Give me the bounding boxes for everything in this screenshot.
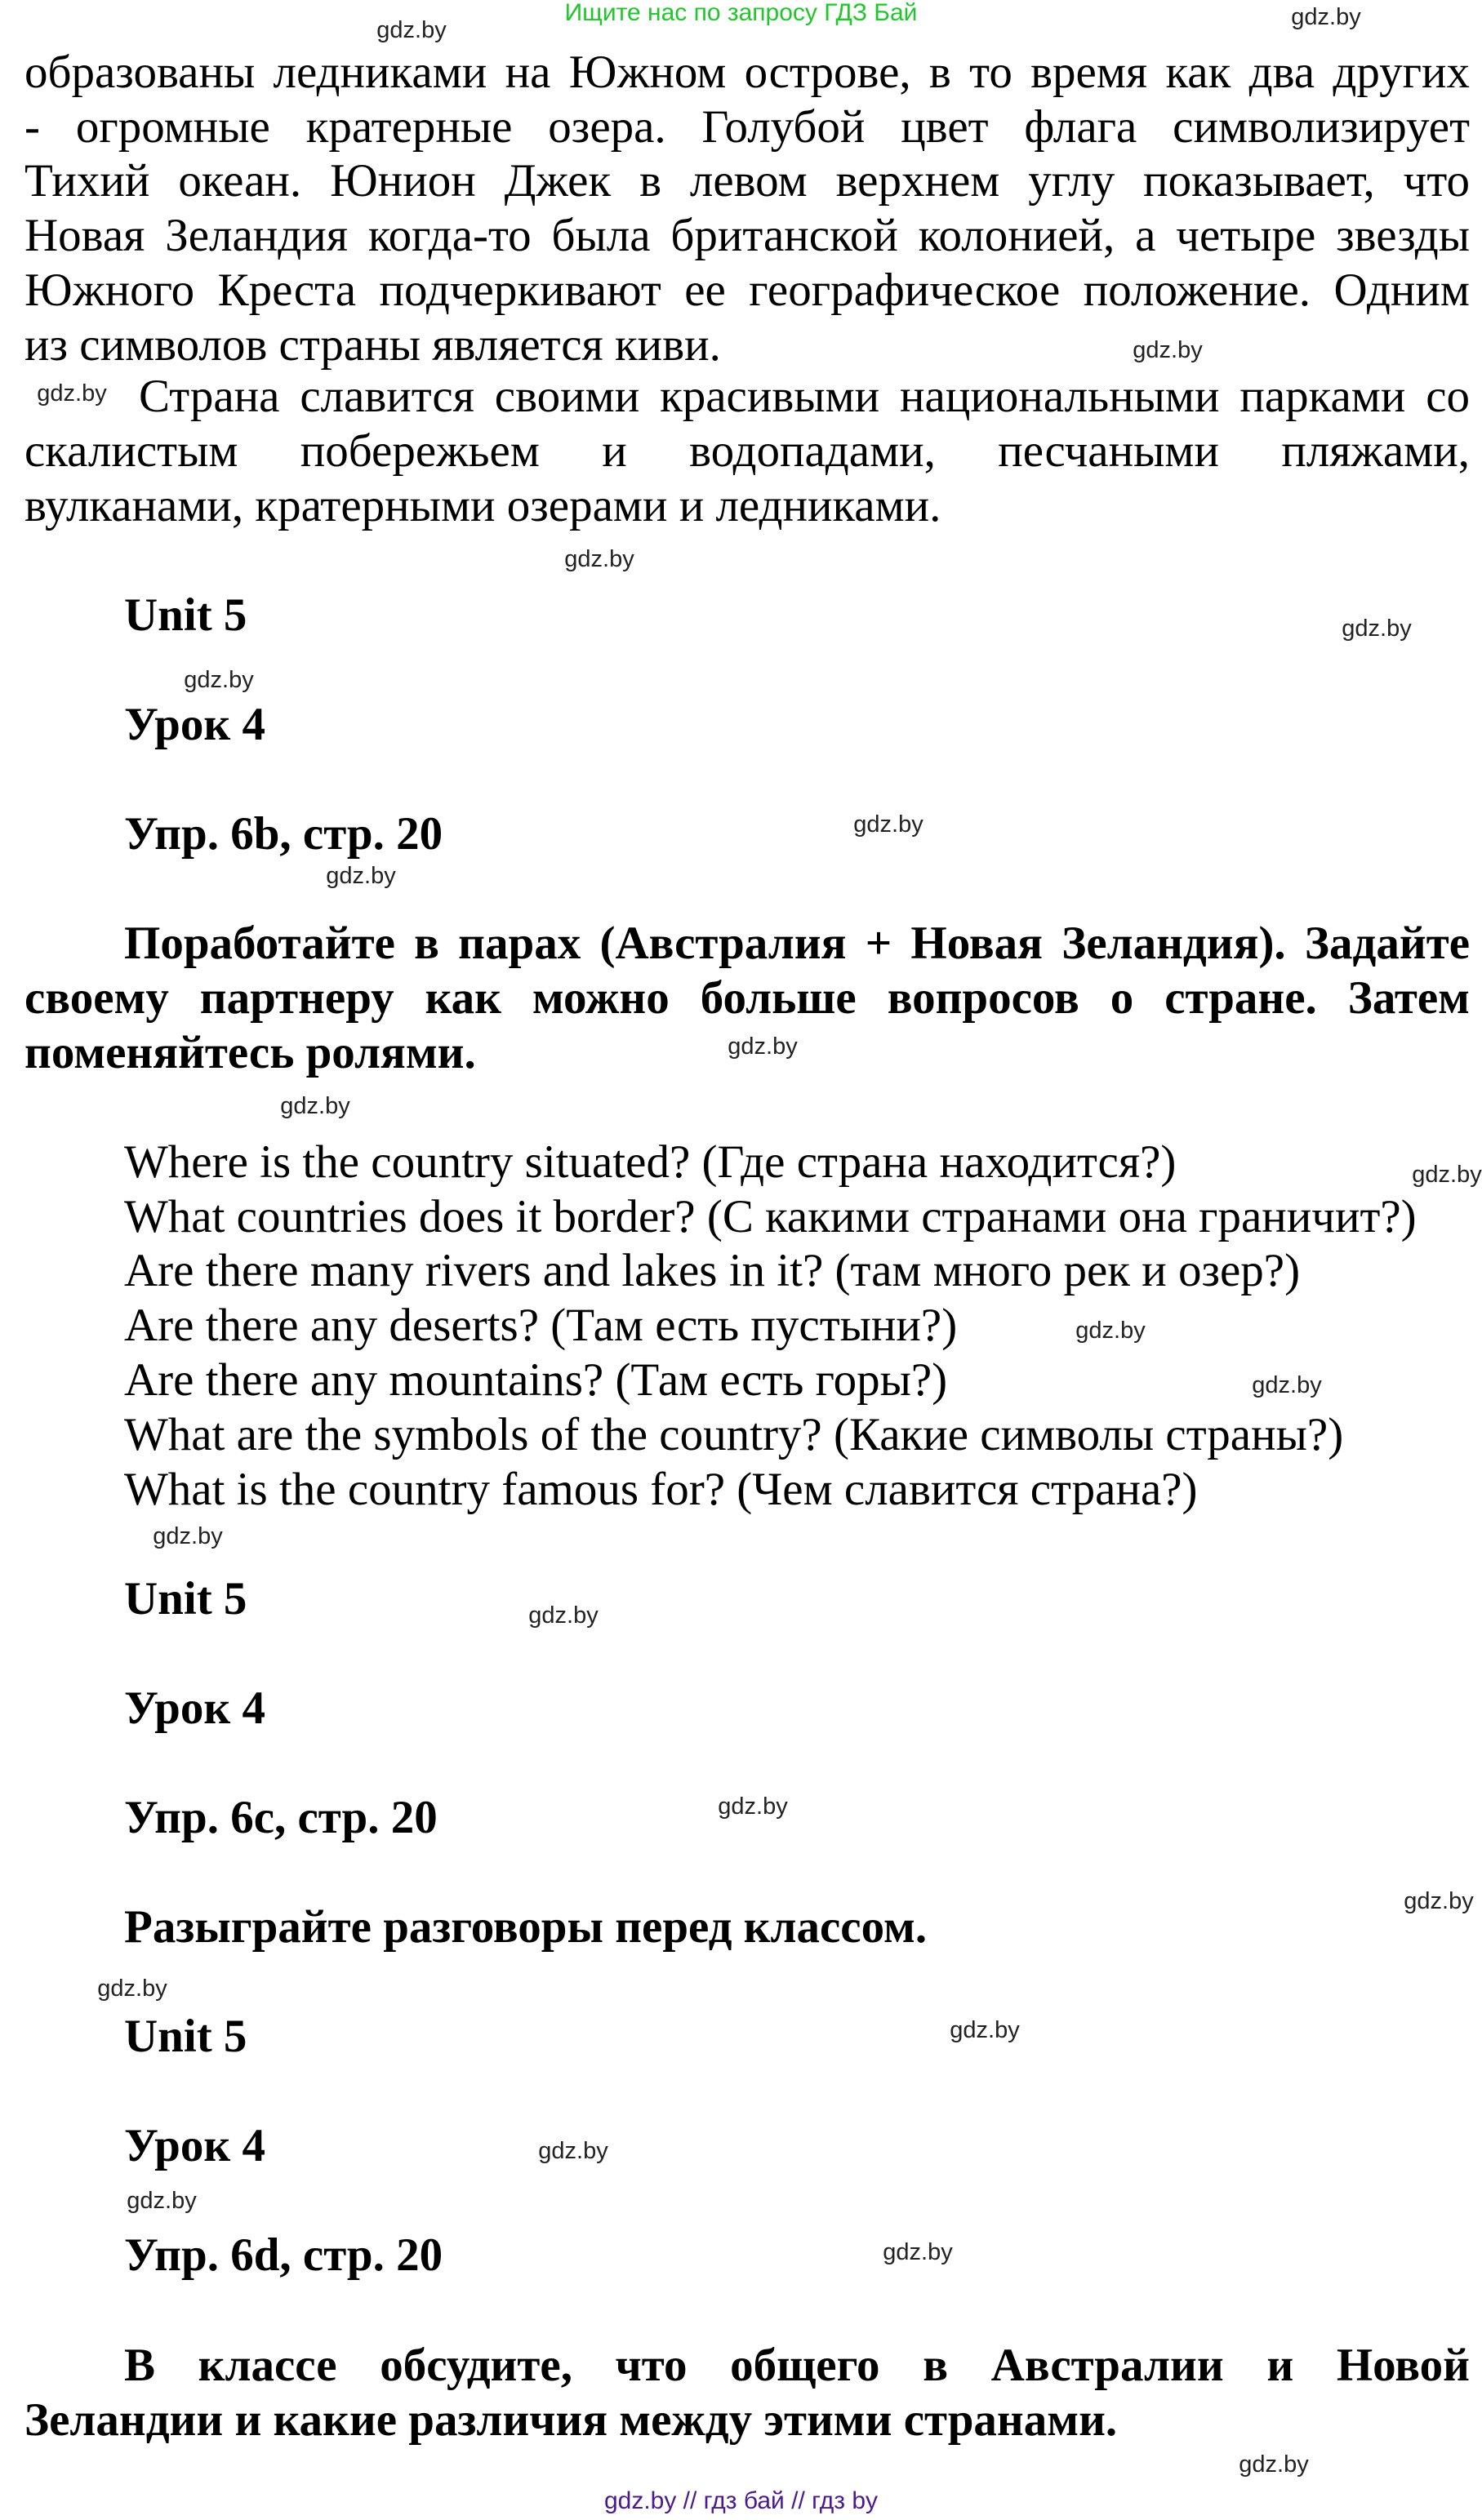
watermark: gdz.by: [1291, 4, 1361, 30]
watermark: gdz.by: [1239, 2451, 1309, 2478]
watermark: gdz.by: [1404, 1888, 1474, 1914]
question-line: What is the country famous for? (Чем славится страна?): [124, 1464, 1198, 1515]
watermark: gdz.by: [950, 2017, 1020, 2043]
paragraph-line: из символов страны является киви.: [24, 319, 721, 371]
watermark: gdz.by: [1412, 1162, 1482, 1188]
task-line: поменяйтесь ролями.: [24, 1027, 476, 1078]
watermark: gdz.by: [184, 667, 254, 693]
watermark: gdz.by: [728, 1033, 798, 1060]
watermark: gdz.by: [718, 1793, 788, 1820]
watermark: gdz.by: [853, 811, 923, 838]
search-hint-banner: Ищите нас по запросу ГДЗ Бай: [564, 0, 918, 26]
watermark: gdz.by: [153, 1523, 223, 1549]
task-line: Зеландии и какие различия между этими странами.: [24, 2394, 1118, 2446]
task-line: В классе обсудите, что общего в Австралии и Новой: [124, 2340, 1470, 2391]
unit-heading: Unit 5: [124, 2011, 247, 2062]
watermark: gdz.by: [1252, 1372, 1322, 1398]
question-line: What countries does it border? (С какими странами она граничит?): [124, 1191, 1417, 1242]
lesson-heading: Урок 4: [124, 699, 265, 750]
watermark: gdz.by: [1133, 337, 1203, 363]
watermark: gdz.by: [127, 2188, 197, 2214]
watermark: gdz.by: [326, 863, 396, 889]
watermark: gdz.by: [97, 1976, 167, 2002]
watermark: gdz.by: [564, 546, 634, 572]
exercise-heading: Упр. 6c, стр. 20: [124, 1792, 438, 1843]
question-line: What are the symbols of the country? (Какие символы страны?): [124, 1409, 1344, 1460]
question-line: Are there many rivers and lakes in it? (там много рек и озер?): [124, 1245, 1301, 1296]
exercise-heading: Упр. 6d, стр. 20: [124, 2229, 443, 2281]
watermark: gdz.by: [37, 380, 107, 407]
paragraph-line: Страна славится своими красивыми национальными парками со: [139, 371, 1470, 422]
question-line: Are there any mountains? (Там есть горы?): [124, 1354, 948, 1406]
exercise-heading: Упр. 6b, стр. 20: [124, 808, 443, 860]
unit-heading: Unit 5: [124, 589, 247, 641]
paragraph-line: вулканами, кратерными озерами и ледниками.: [24, 480, 941, 531]
paragraph-line: Новая Зеландия когда-то была британской колонией, а четыре звезды: [24, 210, 1470, 261]
task-line: Поработайте в парах (Австралия + Новая Зеландия). Задайте: [124, 918, 1470, 969]
watermark: gdz.by: [538, 2138, 608, 2164]
task-line: своему партнеру как можно больше вопросов о стране. Затем: [24, 972, 1470, 1024]
paragraph-line: скалистым побережьем и водопадами, песчаными пляжами,: [24, 425, 1470, 477]
watermark: gdz.by: [376, 17, 447, 43]
question-line: Are there any deserts? (Там есть пустыни?): [124, 1300, 958, 1351]
question-line: Where is the country situated? (Где страна находится?): [124, 1136, 1177, 1188]
paragraph-line: Южного Креста подчеркивают ее географическое положение. Одним: [24, 264, 1470, 316]
watermark: gdz.by: [883, 2239, 953, 2265]
watermark: gdz.by: [1075, 1318, 1146, 1344]
paragraph-line: Тихий океан. Юнион Джек в левом верхнем углу показывает, что: [24, 155, 1470, 207]
task-line: Разыграйте разговоры перед классом.: [124, 1901, 928, 1953]
lesson-heading: Урок 4: [124, 2120, 265, 2171]
lesson-heading: Урок 4: [124, 1682, 265, 1734]
paragraph-line: - огромные кратерные озера. Голубой цвет флага символизирует: [24, 101, 1470, 153]
watermark: gdz.by: [528, 1602, 599, 1629]
unit-heading: Unit 5: [124, 1573, 247, 1624]
watermark: gdz.by: [1342, 616, 1412, 642]
paragraph-line: образованы ледниками на Южном острове, в то время как два других: [24, 47, 1470, 98]
watermark: gdz.by: [280, 1093, 350, 1119]
footer-links[interactable]: gdz.by // гдз бай // гдз by: [603, 2487, 879, 2514]
